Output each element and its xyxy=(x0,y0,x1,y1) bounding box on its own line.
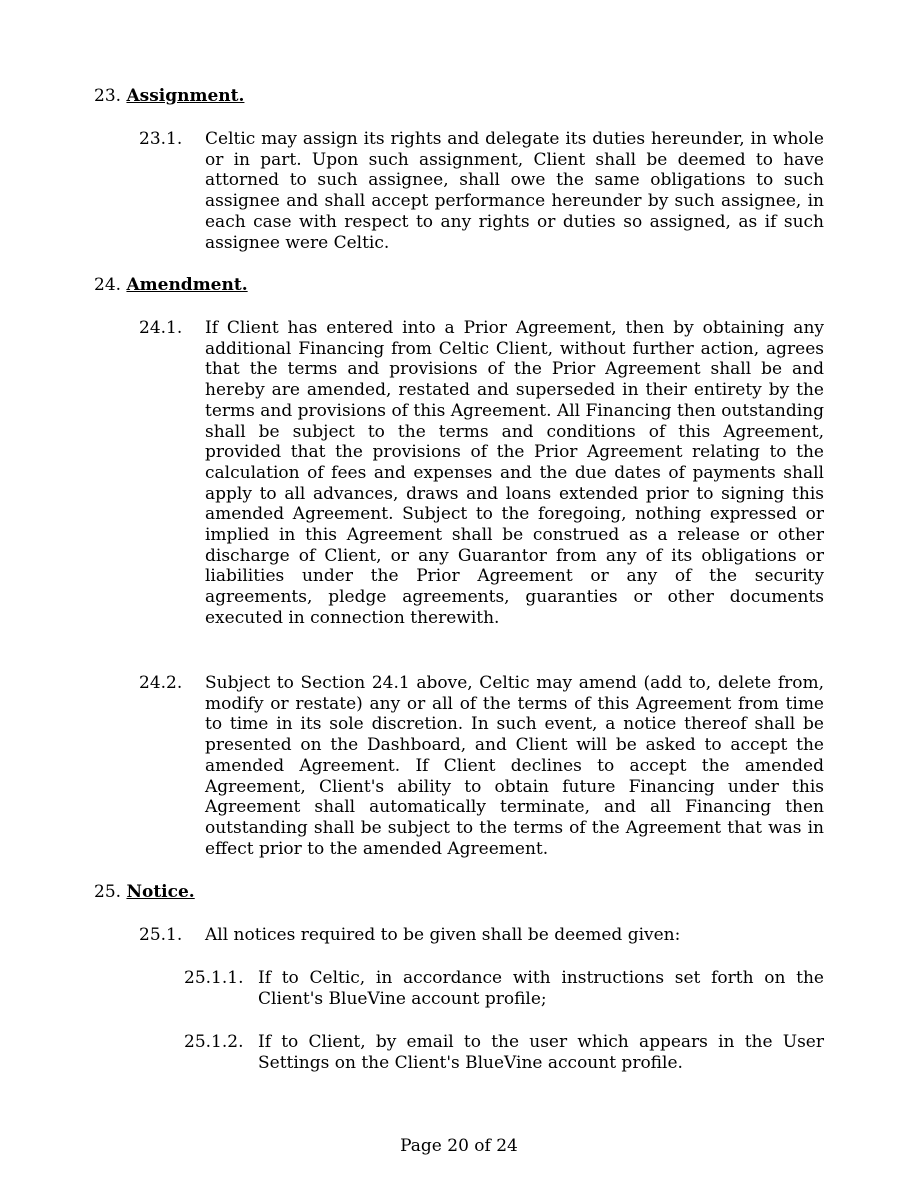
clause-number: 24.1. xyxy=(139,318,183,338)
clause-text: All notices required to be given shall be deemed given: xyxy=(205,925,681,945)
section-title: Amendment. xyxy=(126,275,248,295)
subclause-number: 25.1.2. xyxy=(184,1032,244,1052)
section-heading-amendment xyxy=(94,275,248,295)
page-number-footer: Page 20 of 24 xyxy=(400,1136,518,1156)
clause-number: 23.1. xyxy=(139,129,183,149)
section-title: Notice. xyxy=(126,882,195,902)
clause-number: 24.2. xyxy=(139,673,183,693)
section-number: 25. xyxy=(94,882,122,902)
section-heading-assignment xyxy=(94,86,244,106)
subclause-text: If to Client, by email to the user which appears in the User Settings on the Client's BlueVine account profile. xyxy=(258,1032,824,1073)
clause-number: 25.1. xyxy=(139,925,183,945)
section-title: Assignment. xyxy=(126,86,245,106)
clause-text: Celtic may assign its rights and delegate its duties hereunder, in whole or in part. Upon such assignment, Client shall be deemed to have attorned to such assignee, shall owe the same obligations to such assignee and shall accept performance hereunder by such assignee, in each case with respect to any rights or duties so assigned, as if such assignee were Celtic. xyxy=(205,129,824,253)
section-number: 24. xyxy=(94,275,122,295)
clause-text: Subject to Section 24.1 above, Celtic may amend (add to, delete from, modify or restate) any or all of the terms of this Agreement from time to time in its sole discretion. In such event, a notice thereof shall be presented on the Dashboard, and Client will be asked to accept the amended Agreement. If Client declines to accept the amended Agreement, Client's ability to obtain future Financing under this Agreement shall automatically terminate, and all Financing then outstanding shall be subject to the terms of the Agreement that was in effect prior to the amended Agreement. xyxy=(205,673,824,859)
section-heading-notice xyxy=(94,882,195,902)
subclause-number: 25.1.1. xyxy=(184,968,244,988)
subclause-text: If to Celtic, in accordance with instructions set forth on the Client's BlueVine account profile; xyxy=(258,968,824,1009)
clause-text: If Client has entered into a Prior Agreement, then by obtaining any additional Financing from Celtic Client, without further action, agrees that the terms and provisions of the Prior Agreement shall be and hereby are amended, restated and superseded in their entirety by the terms and provisions of this Agreement. All Financing then outstanding shall be subject to the terms and conditions of this Agreement, provided that the provisions of the Prior Agreement relating to the calculation of fees and expenses and the due dates of payments shall apply to all advances, draws and loans extended prior to signing this amended Agreement. Subject to the foregoing, nothing expressed or implied in this Agreement shall be construed as a release or other discharge of Client, or any Guarantor from any of its obligations or liabilities under the Prior Agreement or any of the security agreements, pledge agreements, guaranties or other documents executed in connection therewith. xyxy=(205,318,824,628)
section-number: 23. xyxy=(94,86,122,106)
